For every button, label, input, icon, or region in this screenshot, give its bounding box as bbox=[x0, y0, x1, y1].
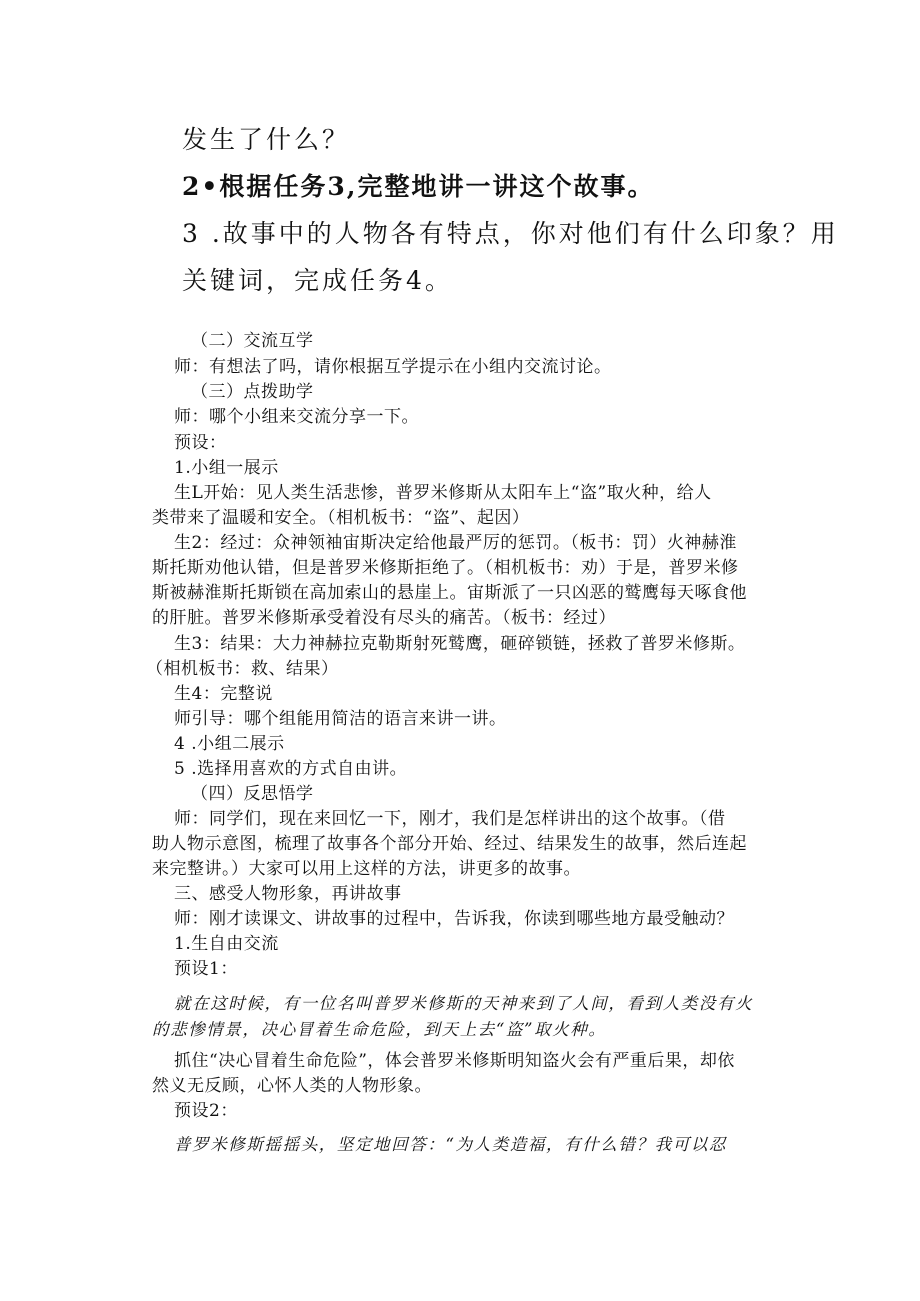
task-1-continuation: 发生了什么？ bbox=[182, 125, 351, 154]
paragraph-line: 然义无反顾，心怀人类的人物形象。 bbox=[152, 1076, 432, 1096]
list-item: 1.小组一展示 bbox=[174, 458, 279, 478]
task-3-line-2: 关键词，完成任务4。 bbox=[182, 266, 453, 295]
paragraph-line: 师：同学们，现在来回忆一下，刚才，我们是怎样讲出的这个故事。（借 bbox=[174, 809, 726, 829]
paragraph-line: 助人物示意图，梳理了故事各个部分开始、经过、结果发生的故事，然后连起 bbox=[152, 834, 747, 854]
paragraph-line: 的肝脏。普罗米修斯承受着没有尽头的痛苦。（板书：经过） bbox=[152, 608, 616, 628]
paragraph-line: 师：刚才读课文、讲故事的过程中，告诉我，你读到哪些地方最受触动？ bbox=[174, 909, 734, 929]
paragraph-line: 预设2： bbox=[174, 1101, 238, 1121]
section-heading-exchange: （二）交流互学 bbox=[191, 331, 314, 351]
paragraph-line: 生2：经过：众神领袖宙斯决定给他最严厉的惩罚。（板书：罚）火神赫淮 bbox=[174, 533, 737, 553]
quote-line: 就在这时候，有一位名叫普罗米修斯的天神来到了人间，看到人类没有火 bbox=[174, 994, 754, 1013]
paragraph-line: 类带来了温暖和安全。（相机板书：“盗”、起因） bbox=[152, 508, 530, 528]
quote-line: 普罗米修斯摇摇头，坚定地回答：“为人类造福，有什么错？我可以忍 bbox=[174, 1135, 728, 1154]
paragraph-line: 来完整讲。）大家可以用上这样的方法，讲更多的故事。 bbox=[152, 859, 581, 879]
paragraph-line: 预设： bbox=[174, 433, 227, 453]
paragraph-line: 预设1： bbox=[174, 959, 238, 979]
section-heading-reflection: （四）反思悟学 bbox=[191, 784, 314, 804]
task-2: 2•根据任务3,完整地讲一讲这个故事。 bbox=[182, 172, 655, 201]
section-heading-part-three: 三、感受人物形象，再讲故事 bbox=[174, 884, 402, 904]
paragraph-line: 师：哪个小组来交流分享一下。 bbox=[174, 407, 419, 427]
paragraph-line: 斯被赫淮斯托斯锁在高加索山的悬崖上。宙斯派了一只凶恶的鹫鹰每天啄食他 bbox=[152, 583, 747, 603]
quote-line: 的悲惨情景，决心冒着生命危险，到天上去“盗”取火种。 bbox=[152, 1020, 607, 1039]
paragraph-line: 生L开始：见人类生活悲惨，普罗米修斯从太阳车上“盗”取火种，给人 bbox=[174, 483, 712, 503]
list-item: 1.生自由交流 bbox=[174, 934, 279, 954]
paragraph-line: 生3：结果：大力神赫拉克勒斯射死鹫鹰，砸碎锁链，拯救了普罗米修斯。 bbox=[174, 634, 746, 654]
paragraph-line: 抓住“决心冒着生命危险”，体会普罗米修斯明知盗火会有严重后果，却依 bbox=[174, 1051, 735, 1071]
section-heading-guidance: （三）点拨助学 bbox=[191, 382, 314, 402]
paragraph-line: 师引导：哪个组能用简洁的语言来讲一讲。 bbox=[174, 709, 507, 729]
paragraph-line: （相机板书：救、结果） bbox=[146, 659, 339, 679]
paragraph-line: 斯托斯劝他认错，但是普罗米修斯拒绝了。（相机板书：劝）于是，普罗米修 bbox=[152, 558, 739, 578]
list-item: 4 .小组二展示 bbox=[174, 734, 285, 754]
task-3-line-1: 3 .故事中的人物各有特点，你对他们有什么印象？用 bbox=[182, 219, 839, 248]
paragraph-line: 师：有想法了吗，请你根据互学提示在小组内交流讨论。 bbox=[174, 357, 612, 377]
list-item: 5 .选择用喜欢的方式自由讲。 bbox=[174, 759, 408, 779]
paragraph-line: 生4：完整说 bbox=[174, 684, 273, 704]
